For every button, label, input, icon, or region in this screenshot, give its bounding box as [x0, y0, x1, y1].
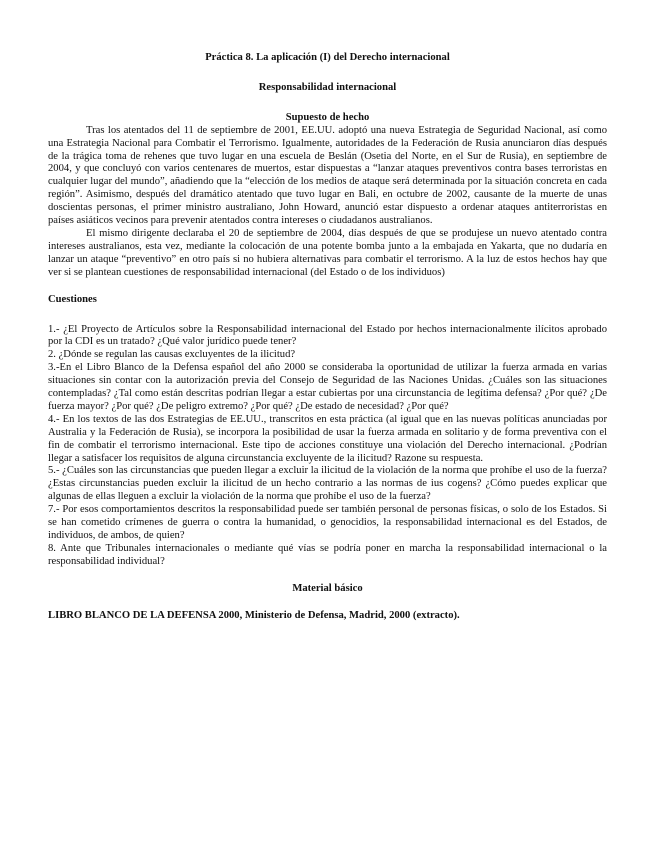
- material-section: [48, 583, 607, 623]
- question-list: [48, 324, 607, 569]
- cuestiones-heading: Cuestiones: [48, 293, 97, 305]
- question-item: 5.- ¿Cuáles son las circunstancias que pueden llegar a excluir la ilicitud de la violación de la norma que prohíbe el uso de la fuerza?¿Estas circunstancias pueden excluir la ilicitud de un hecho contrario a las normas de ius cogens? ¿Cómo puedes explicar que algunas de ellas lleguen a excluir la violación de la norma que prohíbe el uso de la fuerza?: [48, 465, 607, 503]
- supuesto-paragraph: Tras los atentados del 11 de septiembre de 2001, EE.UU. adoptó una nueva Estrategia de Seguridad Nacional, así como una Estrategia Nacional para Combatir el Terrorismo. Igualmente, autoridades de la Federación de Rusia anunciaron días después de la trágica toma de rehenes que tuvo lugar en una escuela de Beslán (Osetia del Norte, en el Sur de Rusia), en septiembre de 2004, y que concluyó con varios centenares de muertos, estar dispuestas a “lanzar ataques preventivos contra bases terroristas en cualquier lugar del mundo”, añadiendo que la “elección de los medios de ataque será determinada por la situación concreta en cada región”. Asimismo, después del dramático atentado que tuvo lugar en Bali, en octubre de 2002, causante de la muerte de unas doscientas personas, el primer ministro australiano, John Howard, anunció estar dispuesto a ordenar ataques antiterroristas en países asiáticos vecinos para prevenir atentados contra intereses o ciudadanos australianos.: [48, 124, 607, 227]
- question-item: 8. Ante que Tribunales internacionales o mediante qué vías se podría poner en marcha la responsabilidad internacional o la responsabilidad individual?: [48, 542, 607, 567]
- question-item: 2. ¿Dónde se regulan las causas excluyentes de la ilicitud?: [48, 349, 296, 361]
- question-item: 3.-En el Libro Blanco de la Defensa español del año 2000 se consideraba la oportunidad de utilizar la fuerza armada en varias situaciones sin contar con la autorización previa del Consejo de Seguridad de las Naciones Unidas. ¿Cuáles son las situaciones contempladas? ¿Tal como están descritas podrían llegar a estar cubiertas por una circunstancia de legítima defensa? ¿Por qué? ¿De fuerza mayor? ¿Por qué? ¿De peligro extremo? ¿Por qué? ¿De estado de necesidad? ¿Por qué?: [48, 362, 607, 412]
- supuesto-paragraph: El mismo dirigente declaraba el 20 de septiembre de 2004, días después de que se produjese un nuevo atentado contra intereses australianos, esta vez, mediante la colocación de una potente bomba junto a la embajada en Yakarta, que no dudaría en lanzar un ataque “preventivo” en otro país si no hubiera alternativas para combatir el terrorismo. A la luz de estos hechos hay que ver si se plantean cuestiones de responsabilidad internacional (del Estado o de los individuos): [48, 227, 607, 278]
- supuesto-heading: Supuesto de hecho: [285, 111, 370, 123]
- question-item: 1.- ¿El Proyecto de Artículos sobre la Responsabilidad internacional del Estado por hechos internacionalmente ilícitos aprobado por la CDI es un tratado? ¿Qué valor jurídico puede tener?: [48, 323, 607, 348]
- material-reference: LIBRO BLANCO DE LA DEFENSA 2000, Ministerio de Defensa, Madrid, 2000 (extracto).: [48, 609, 460, 621]
- question-item: 7.- Por esos comportamientos descritos la responsabilidad puede ser también personal de personas físicas, o solo de los Estados. Si se han cometido crímenes de guerra o contra la humanidad, o genocidios, la responsabilidad internacional es del Estados, de individuos, de ambos, de quien?: [48, 504, 607, 541]
- cuestiones-section: [48, 294, 607, 569]
- supuesto-section: [48, 112, 607, 280]
- document-title: Práctica 8. La aplicación (I) del Derecho internacional: [205, 52, 450, 63]
- question-item: 4.- En los textos de las dos Estrategias de EE.UU., transcritos en esta práctica (al igual que en las nuevas políticas anunciadas por Australia y la Federación de Rusia), se incorpora la posibilidad de usar la fuerza armada en solitario y de forma preventiva con el fin de combatir el terrorismo internacional. Este tipo de acciones constituye una violación del Derecho internacional. ¿Podrían llegar a satisfacer los requisitos de alguna circunstancia excluyente de la ilicitud? Razone su respuesta.: [48, 413, 607, 464]
- document-page: [48, 52, 607, 633]
- document-subtitle: Responsabilidad internacional: [258, 81, 397, 93]
- material-heading: Material básico: [292, 582, 363, 594]
